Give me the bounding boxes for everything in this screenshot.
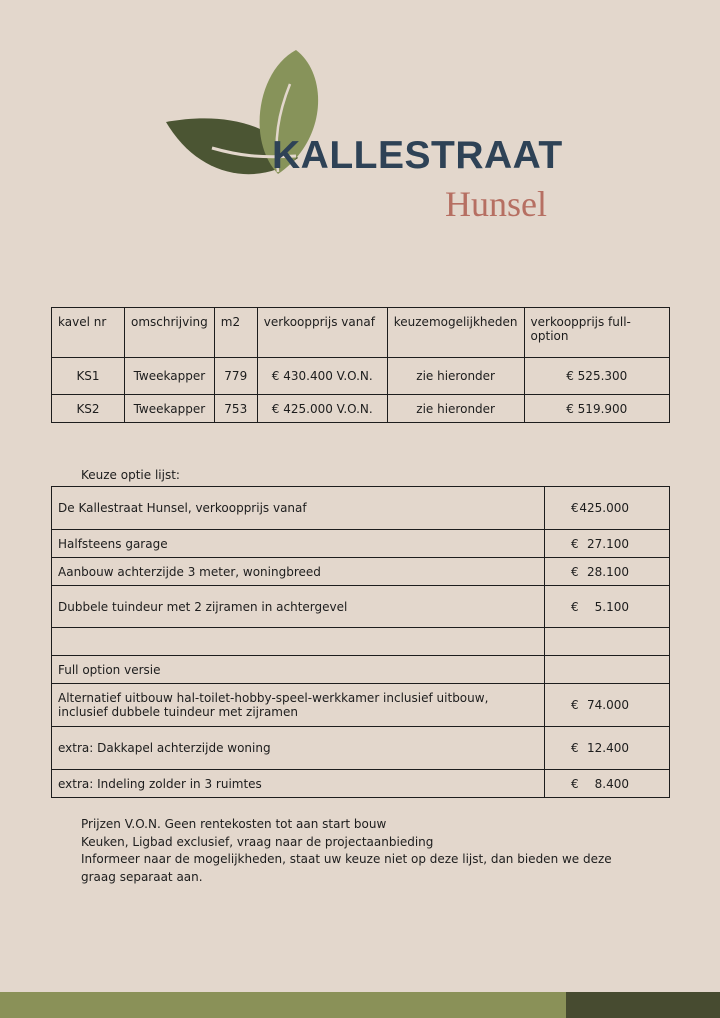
option-price bbox=[545, 628, 670, 656]
table-row bbox=[52, 530, 670, 558]
note: Informeer naar de mogelijkheden, staat uw keuze niet op deze lijst, dan bieden we deze graag separaat aan. bbox=[81, 852, 612, 884]
note: Keuken, Ligbad exclusief, vraag naar de projectaanbieding bbox=[81, 834, 434, 849]
col-kavel-nr: kavel nr bbox=[52, 308, 125, 358]
currency: € bbox=[571, 599, 579, 614]
currency: € bbox=[571, 536, 579, 551]
amount: 28.100 bbox=[587, 564, 629, 579]
currency: € bbox=[571, 698, 579, 712]
table-header-row bbox=[52, 308, 670, 358]
option-price bbox=[545, 530, 670, 558]
logo bbox=[160, 44, 580, 234]
amount: 425.000 bbox=[579, 501, 629, 515]
option-desc: Alternatief uitbouw hal-toilet-hobby-speel-werkkamer inclusief uitbouw, inclusief dubbele tuindeur met zijramen bbox=[52, 684, 545, 727]
amount: 5.100 bbox=[594, 599, 629, 614]
cell-m2: 753 bbox=[214, 395, 257, 423]
cell-omschrijving: Tweekapper bbox=[125, 358, 215, 395]
logo-subtitle: Hunsel bbox=[445, 184, 547, 224]
currency: € bbox=[571, 564, 579, 579]
option-price bbox=[545, 684, 670, 727]
cell-keuze: zie hieronder bbox=[387, 358, 524, 395]
options-label: Keuze optie lijst: bbox=[81, 468, 180, 482]
option-price bbox=[545, 770, 670, 798]
option-price bbox=[545, 727, 670, 770]
note: Prijzen V.O.N. Geen rentekosten tot aan start bouw bbox=[81, 817, 387, 831]
table-row bbox=[52, 395, 670, 423]
table-row bbox=[52, 628, 670, 656]
currency: € bbox=[571, 741, 579, 755]
table-row bbox=[52, 586, 670, 628]
bottom-band-dark bbox=[566, 992, 720, 1018]
table-row bbox=[52, 358, 670, 395]
option-desc bbox=[52, 628, 545, 656]
amount: 27.100 bbox=[587, 536, 629, 551]
amount: 12.400 bbox=[587, 741, 629, 755]
cell-full: € 525.300 bbox=[524, 358, 669, 395]
table-row bbox=[52, 727, 670, 770]
cell-omschrijving: Tweekapper bbox=[125, 395, 215, 423]
bottom-band bbox=[0, 992, 566, 1018]
cell-keuze: zie hieronder bbox=[387, 395, 524, 423]
options-table bbox=[51, 486, 670, 798]
table-row bbox=[52, 558, 670, 586]
table-row bbox=[52, 656, 670, 684]
table-row bbox=[52, 684, 670, 727]
option-price bbox=[545, 656, 670, 684]
col-full-option: verkoopprijs full-option bbox=[524, 308, 669, 358]
cell-full: € 519.900 bbox=[524, 395, 669, 423]
option-desc: extra: Dakkapel achterzijde woning bbox=[52, 727, 545, 770]
option-desc: extra: Indeling zolder in 3 ruimtes bbox=[52, 770, 545, 798]
col-keuze: keuzemogelijkheden bbox=[387, 308, 524, 358]
option-desc: De Kallestraat Hunsel, verkoopprijs vanaf bbox=[52, 487, 545, 530]
footer-notes bbox=[81, 816, 641, 886]
amount: 8.400 bbox=[594, 776, 629, 791]
cell-m2: 779 bbox=[214, 358, 257, 395]
col-m2: m2 bbox=[214, 308, 257, 358]
table-row bbox=[52, 770, 670, 798]
logo-title: KALLESTRAAT bbox=[272, 134, 563, 177]
option-desc: Aanbouw achterzijde 3 meter, woningbreed bbox=[52, 558, 545, 586]
kavels-table bbox=[51, 307, 670, 423]
cell-vanaf: € 425.000 V.O.N. bbox=[257, 395, 387, 423]
option-desc: Halfsteens garage bbox=[52, 530, 545, 558]
cell-kavel: KS2 bbox=[52, 395, 125, 423]
cell-vanaf: € 430.400 V.O.N. bbox=[257, 358, 387, 395]
cell-kavel: KS1 bbox=[52, 358, 125, 395]
option-price bbox=[545, 487, 670, 530]
option-price bbox=[545, 586, 670, 628]
amount: 74.000 bbox=[587, 698, 629, 712]
col-omschrijving: omschrijving bbox=[125, 308, 215, 358]
option-price bbox=[545, 558, 670, 586]
table-row bbox=[52, 487, 670, 530]
option-desc: Full option versie bbox=[52, 656, 545, 684]
option-desc: Dubbele tuindeur met 2 zijramen in achtergevel bbox=[52, 586, 545, 628]
col-vanaf: verkoopprijs vanaf bbox=[257, 308, 387, 358]
currency: € bbox=[571, 776, 579, 791]
currency: € bbox=[571, 501, 579, 515]
